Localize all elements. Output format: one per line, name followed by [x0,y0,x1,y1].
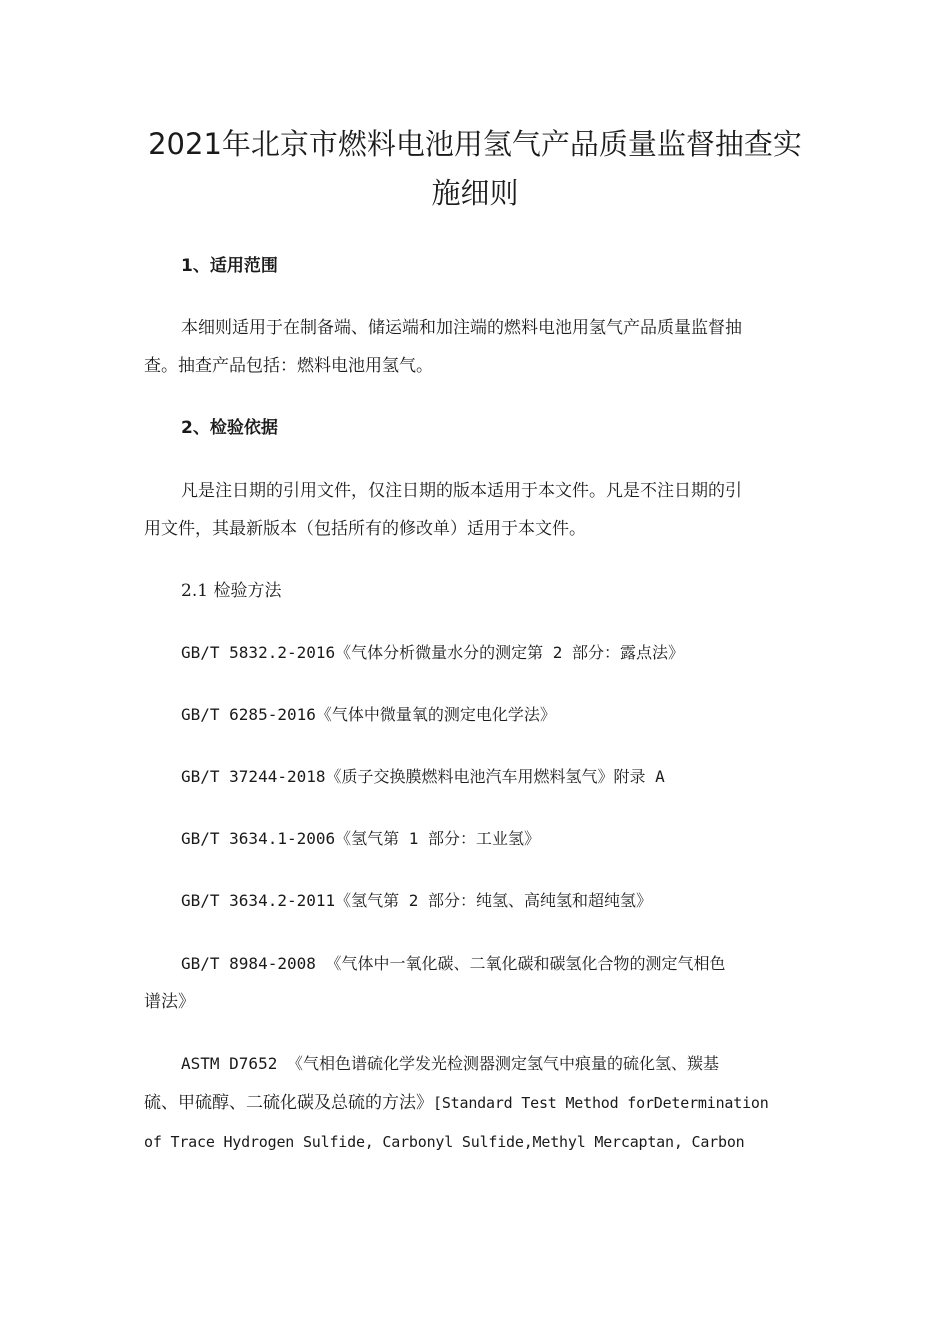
section1-heading: 1、适用范围 [181,256,278,276]
astm-standard-line1: ASTM D7652 《气相色谱硫化学发光检测器测定氢气中痕量的硫化氢、羰基 [181,1054,719,1073]
standard-item: GB/T 3634.1-2006《氢气第 1 部分：工业氢》 [181,829,541,848]
section2-heading: 2、检验依据 [181,418,278,438]
section2-paragraph-line1: 凡是注日期的引用文件，仅注日期的版本适用于本文件。凡是不注日期的引 [181,481,742,501]
section1-paragraph-line1: 本细则适用于在制备端、储运端和加注端的燃料电池用氢气产品质量监督抽 [181,318,742,338]
standard-item: GB/T 6285-2016《气体中微量氧的测定电化学法》 [181,705,556,724]
document-title-line1: 2021年北京市燃料电池用氢气产品质量监督抽查实 [148,127,802,161]
standard-item: GB/T 37244-2018《质子交换膜燃料电池汽车用燃料氢气》附录 A [181,767,665,786]
standard-item: GB/T 5832.2-2016《气体分析微量水分的测定第 2 部分：露点法》 [181,643,685,662]
astm-standard-line2-en: [Standard Test Method forDetermination [433,1094,769,1112]
section2-paragraph-line2: 用文件，其最新版本（包括所有的修改单）适用于本文件。 [144,519,586,539]
section1-paragraph-line2: 查。抽查产品包括：燃料电池用氢气。 [144,356,433,376]
standard-item-continuation: 谱法》 [144,992,195,1012]
astm-standard-line2-cn: 硫、甲硫醇、二硫化碳及总硫的方法》 [144,1093,433,1113]
standard-item: GB/T 3634.2-2011《氢气第 2 部分：纯氢、高纯氢和超纯氢》 [181,891,653,910]
document-title-line2: 施细则 [431,176,519,210]
standard-item: GB/T 8984-2008 《气体中一氧化碳、二氧化碳和碳氢化合物的测定气相色 [181,954,726,973]
astm-standard-line3: of Trace Hydrogen Sulfide, Carbonyl Sulfide,Methyl Mercaptan, Carbon [144,1133,745,1151]
astm-standard-line2 [144,1091,814,1115]
subsection-2-1-heading: 2.1 检验方法 [181,581,282,601]
